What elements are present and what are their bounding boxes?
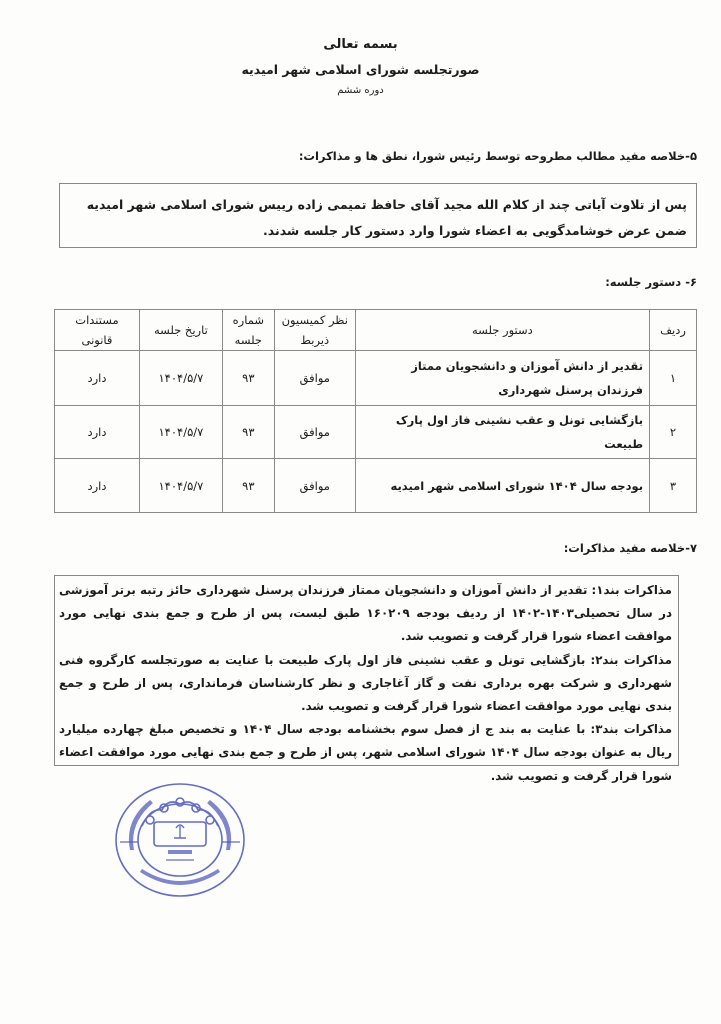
section7-box xyxy=(54,575,679,783)
cell-date: ۱۴۰۴/۵/۷ xyxy=(139,459,222,513)
cell-session-no: ۹۳ xyxy=(222,351,274,406)
cell-legal-docs: دارد xyxy=(55,406,140,459)
cell-commission: موافق xyxy=(274,351,355,406)
cell-date: ۱۴۰۴/۵/۷ xyxy=(139,406,222,459)
cell-commission: موافق xyxy=(274,459,355,513)
cell-legal-docs: دارد xyxy=(55,351,140,406)
cell-index: ۲ xyxy=(650,406,697,459)
cell-index: ۳ xyxy=(650,459,697,513)
seal-icon xyxy=(110,780,250,900)
cell-topic: بودجه سال ۱۴۰۴ شورای اسلامی شهر امیدیه xyxy=(355,459,649,513)
col-header-legal-docs: مستندات قانونی xyxy=(55,310,140,351)
discussion-item-2: مذاکرات بند۲: بازگشایی تونل و عقب نشینی فاز اول پارک طبیعت با عنایت به صورتجلسه کارگروه فنی شهرداری و شرکت بهره برداری نفت و گاز آغاجاری و نظر کارشناسان فرمانداری، پس از طرح و جمع بندی نهایی مورد موافقت اعضاء شورا قرار گرفت و تصویب شد. xyxy=(59,652,672,714)
col-header-commission: نظر کمیسیون ذیربط xyxy=(274,310,355,351)
agenda-table xyxy=(54,309,697,513)
section6-title: ۶- دستور جلسه: xyxy=(605,275,697,289)
document-title: صورتجلسه شورای اسلامی شهر امیدیه xyxy=(241,62,480,77)
cell-commission: موافق xyxy=(274,406,355,459)
council-seal-stamp xyxy=(110,780,250,900)
document-term: دوره ششم xyxy=(337,85,384,96)
cell-topic: بازگشایی تونل و عقب نشینی فاز اول پارک طبیعت xyxy=(355,406,649,459)
section5-title: ۵-خلاصه مفید مطالب مطروحه توسط رئیس شورا، نطق ها و مذاکرات: xyxy=(298,149,697,163)
cell-topic: تقدیر از دانش آموزان و دانشجویان ممتاز فرزندان پرسنل شهرداری xyxy=(355,351,649,406)
discussion-item-1: مذاکرات بند۱: تقدیر از دانش آموزان و دانشجویان ممتاز فرزندان پرسنل شهرداری حائز رتبه برتر آموزشی در سال تحصیلی۱۴۰۳-۱۴۰۲ از ردیف بودجه ۱۶۰۲۰۹ طبق لیست، پس از طرح و جمع بندی نهایی مورد موافقت اعضاء شورا قرار گرفت و تصویب شد. xyxy=(59,583,673,644)
document-bismillah: بسمه تعالی xyxy=(323,37,398,52)
cell-session-no: ۹۳ xyxy=(222,459,274,513)
table-row xyxy=(55,459,697,513)
cell-legal-docs: دارد xyxy=(55,459,140,513)
table-header-row xyxy=(55,310,697,351)
col-header-session-no: شماره جلسه xyxy=(222,310,274,351)
col-header-date: تاریخ جلسه xyxy=(139,310,222,351)
section5-body: پس از تلاوت آیاتی چند از کلام الله مجید آقای حافظ تمیمی زاده رییس شورای اسلامی شهر امیدیه ضمن عرض خوشامدگویی به اعضاء شورا وارد دستور کار جلسه شدند. xyxy=(86,197,687,238)
col-header-topic: دستور جلسه xyxy=(355,310,649,351)
cell-date: ۱۴۰۴/۵/۷ xyxy=(139,351,222,406)
section5-box xyxy=(59,183,697,248)
discussion-item-3: مذاکرات بند۳: با عنایت به بند ج از فصل سوم بخشنامه بودجه سال ۱۴۰۴ و تخصیص مبلغ چهارده میلیارد ریال به عنوان بودجه سال ۱۴۰۴ شورای اسلامی شهر، پس از طرح و جمع بندی نهایی مورد موافقت اعضاء شورا قرار گرفت و تصویب شد. xyxy=(59,722,672,783)
cell-session-no: ۹۳ xyxy=(222,406,274,459)
col-header-index: ردیف xyxy=(650,310,697,351)
cell-index: ۱ xyxy=(650,351,697,406)
section7-title: ۷-خلاصه مفید مذاکرات: xyxy=(563,541,697,555)
table-row xyxy=(55,406,697,459)
table-row xyxy=(55,351,697,406)
